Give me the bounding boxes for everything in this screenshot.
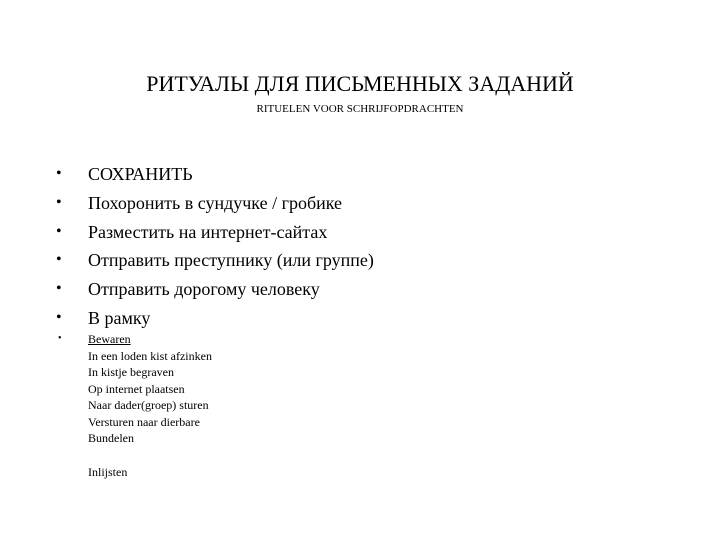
russian-bullet-list	[56, 160, 374, 333]
bullet-icon: •	[56, 251, 62, 269]
dutch-translation-block	[56, 331, 212, 480]
list-item-text: СОХРАНИТЬ	[88, 164, 193, 184]
bullet-icon: •	[56, 222, 62, 240]
list-item-text: В рамку	[88, 307, 151, 328]
list-item	[56, 160, 374, 189]
bullet-icon: •	[56, 193, 62, 211]
list-item-text: Похоронить в сундучке / гробике	[88, 192, 343, 213]
dutch-line: In een loden kist afzinken	[88, 348, 212, 363]
list-item-text: Разместить на интернет-сайтах	[88, 221, 328, 242]
bullet-icon: •	[58, 333, 62, 344]
dutch-line: Versturen naar dierbare	[88, 414, 200, 429]
list-item	[56, 275, 374, 304]
dutch-line: Inlijsten	[88, 464, 128, 479]
dutch-line: Bundelen	[88, 431, 134, 445]
bullet-icon: •	[56, 165, 62, 182]
list-item-text: Отправить преступнику (или группе)	[88, 250, 374, 271]
list-item	[56, 189, 374, 218]
dutch-line: Bewaren	[88, 332, 131, 346]
list-item	[56, 218, 374, 247]
dutch-line: Op internet plaatsen	[88, 381, 185, 396]
list-item-text: Отправить дорогому человеку	[88, 279, 320, 300]
bullet-icon: •	[56, 308, 62, 326]
dutch-line: Naar dader(groep) sturen	[88, 398, 209, 412]
dutch-lines	[88, 331, 212, 480]
dutch-line: In kistje begraven	[88, 365, 174, 379]
page-title: РИТУАЛЫ ДЛЯ ПИСЬМЕННЫХ ЗАДАНИЙ	[146, 71, 574, 96]
page-subtitle: RITUELEN VOOR SCHRIJFOPDRACHTEN	[256, 103, 464, 115]
list-item	[56, 246, 374, 275]
bullet-icon: •	[56, 280, 62, 298]
list-item	[56, 304, 374, 333]
